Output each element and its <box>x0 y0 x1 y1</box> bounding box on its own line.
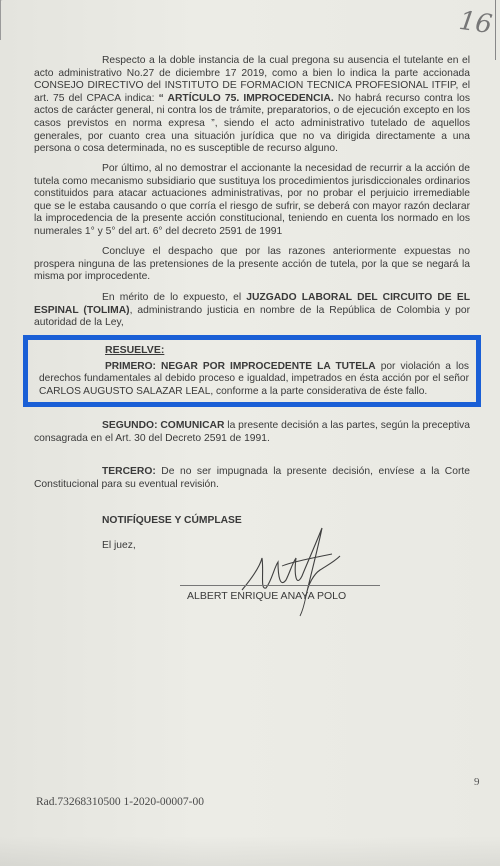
signature-line <box>180 585 380 586</box>
p3-text: Concluye el despacho que por las razones anteriormente expuestas no prospera ninguna de las pretensiones de la presente acción de tutela, por la que se negará la misma por improcedente. <box>34 246 470 283</box>
paragraph-concluye <box>34 246 470 284</box>
radicado-number: Rad.73268310500 1-2020-00007-00 <box>36 796 205 808</box>
resolution-primero <box>39 361 469 398</box>
primero-decision: : NEGAR POR IMPROCEDENTE LA TUTELA <box>152 361 376 372</box>
p1-text-c: No habrá recurso contra los actos de carácter general, ni contra los de trámite, preparatorios, o de ejecución excepto en los casos previstos en norma expresa ”, siendo el acto administrativo tutelado de aquellos generales, por cuanto crea una situación jurídica que no va dirigida directamente a una persona o cosa determinada, no es susceptible de recurso alguno. <box>34 92 470 155</box>
segundo-label: SEGUNDO <box>102 420 155 431</box>
handwritten-folio-number: 16 <box>456 5 494 41</box>
p4-text-c: , administrando justicia en nombre de la República de Colombia y por autoridad de la Ley, <box>34 304 470 329</box>
el-juez-label: El juez, <box>102 540 136 551</box>
resolution-tercero <box>34 466 470 491</box>
paragraph-doble-instancia <box>34 55 470 156</box>
primero-label: PRIMERO <box>105 361 153 372</box>
page-shadow <box>0 836 500 866</box>
segundo-decision: : COMUNICAR <box>154 420 225 431</box>
judge-signature <box>222 518 372 618</box>
p1-text-a: Respecto a la doble instancia de la cual pregona su ausencia el tutelante en el acto administrativo No.27 de diciembre 17 2019, como a bien lo indica la parte accionada CONSEJO DIRECTIVO del INSTITUTO DE FORMACION TECNICA PROFESIONAL ITFIP, el art. 75 del CPACA indica: <box>34 55 470 104</box>
notifiquese-cumplase: NOTIFÍQUESE Y CÚMPLASE <box>102 515 242 526</box>
page-corner-fold <box>0 0 27 40</box>
page-number: 9 <box>474 776 480 788</box>
tercero-text: De no ser impugnada la presente decisión, envíese a la Corte Constitucional para su eventual revisión. <box>34 466 470 490</box>
margin-line <box>495 0 496 60</box>
p1-article-title: “ ARTÍCULO 75. IMPROCEDENCIA. <box>158 92 334 104</box>
judge-name: ALBERT ENRIQUE ANAYA POLO <box>187 590 347 602</box>
paragraph-por-ultimo <box>34 163 470 239</box>
segundo-text: la presente decisión a las partes, según la preceptiva consagrada en el Art. 30 del Decreto 2591 de 1991. <box>34 420 470 444</box>
paragraph-en-merito <box>34 292 470 330</box>
primero-text: por violación a los derechos fundamentales al debido proceso e igualdad, impetrados en ésta acción por el señor CARLOS AUGUSTO SALAZAR LEAL, conforme a la parte considerativa de éste fallo. <box>39 361 469 397</box>
p2-text: Por último, al no demostrar el accionante la necesidad de recurrir a la acción de tutela como mecanismo subsidiario que sustituya los procedimientos jurisdiccionales ordinarios constituidos para atacar actuaciones administrativas, por no probar el perjuicio irremediable que se le estaba causando o que corría el riesgo de sufrir, se deberá con mayor razón declarar la improcedencia de la presente acción constitucional, teniendo en cuenta los normado en los numerales 1° y 5° del art. 6° del decreto 2591 de 1991 <box>34 163 470 237</box>
resuelve-heading: RESUELVE: <box>105 344 165 356</box>
p4-text-a: En mérito de lo expuesto, el <box>102 292 247 303</box>
p4-court-name: JUZGADO LABORAL DEL CIRCUITO DE EL ESPINAL (TOLIMA) <box>34 292 470 316</box>
resolution-segundo <box>34 420 470 445</box>
tercero-label: TERCERO: <box>102 466 156 477</box>
